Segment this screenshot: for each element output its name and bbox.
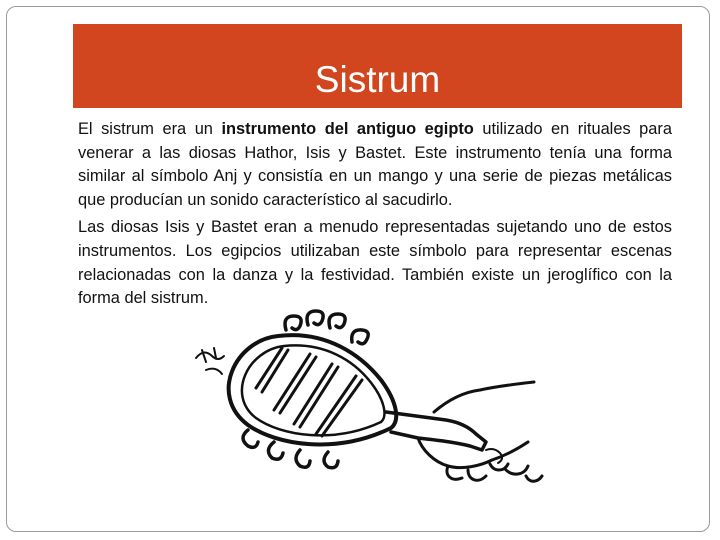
sistrum-illustration [186, 300, 546, 490]
paragraph-2: Las diosas Isis y Bastet eran a menudo representadas sujetando uno de estos instrumentos. Los egipcios utilizaban este símbolo para representar escenas relacionadas con la danza y la festividad. También existe un jeroglífico con la forma del sistrum. [78, 218, 672, 308]
body-text [78, 118, 672, 315]
sistrum-handle-icon [386, 412, 486, 450]
slide-title: Sistrum [314, 59, 441, 100]
paragraph-1-start: El sistrum era un [78, 120, 222, 138]
sistrum-frame-icon [229, 335, 397, 444]
ornament-icon [196, 348, 224, 362]
paragraph-1-bold: instrumento del antiguo egipto [221, 120, 474, 138]
paragraph-1 [78, 118, 672, 212]
hand-icon [418, 382, 542, 481]
title-bar [73, 24, 682, 108]
paragraph-1-end: utilizado en rituales para venerar a las diosas Hathor, Isis y Bastet. Este instrumento tenía una forma similar al símbolo Anj y consistía en un mango y una serie de piezas metálicas que producían un sonido característico al sacudirlo. [78, 120, 672, 209]
